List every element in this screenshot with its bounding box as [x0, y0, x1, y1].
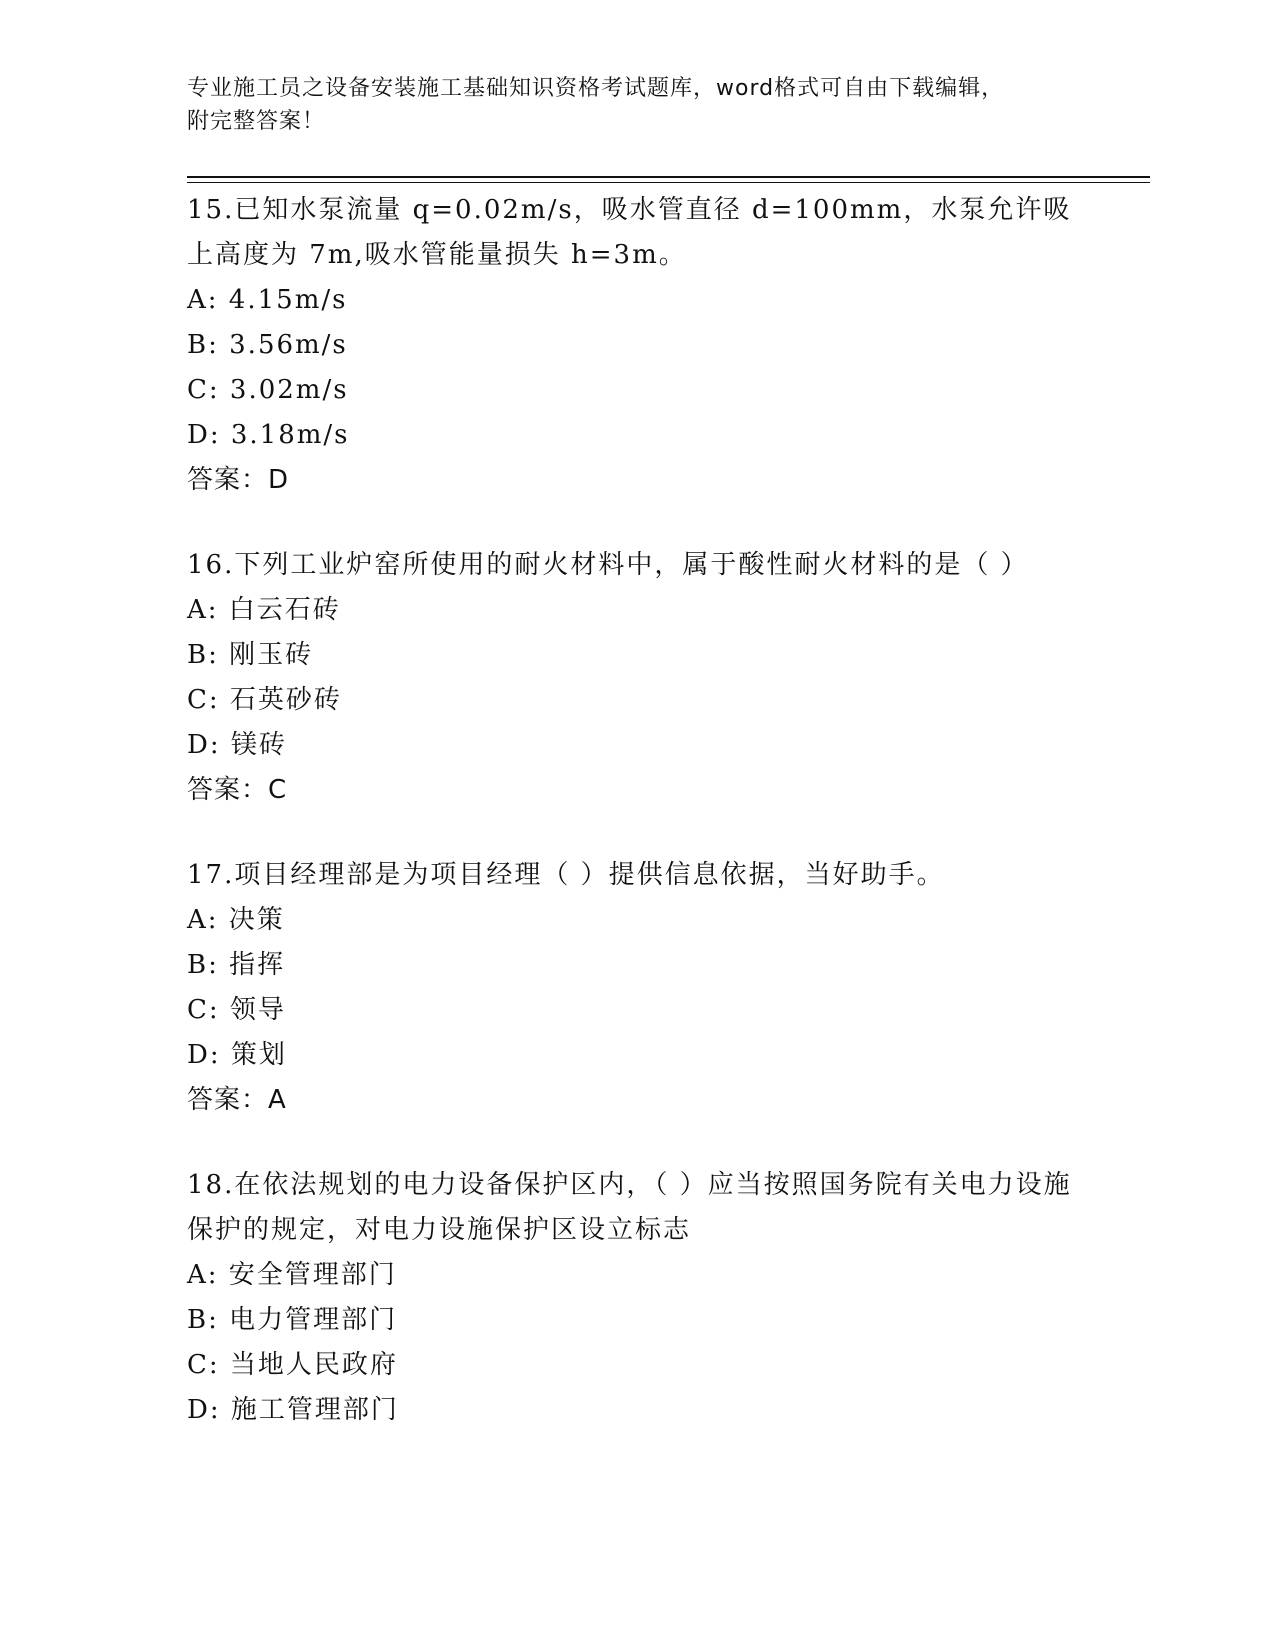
option-c: C: 当地人民政府	[187, 1350, 398, 1380]
option-a: A: 决策	[187, 905, 285, 935]
option-b: B: 指挥	[187, 950, 286, 980]
question-18	[187, 1163, 1087, 1433]
option-d: D: 施工管理部门	[187, 1395, 399, 1425]
option-c: C: 石英砂砖	[187, 685, 342, 715]
option-d: D: 镁砖	[187, 730, 287, 760]
answer: 答案：A	[187, 1085, 287, 1115]
option-c: C: 领导	[187, 995, 286, 1025]
answer: 答案：D	[187, 465, 290, 495]
option-b: B: 刚玉砖	[187, 640, 314, 670]
question-stem: 15.已知水泵流量 q=0.02m/s，吸水管直径 d=100mm，水泵允许吸上高度为 7m,吸水管能量损失 h=3m。	[187, 195, 1072, 270]
header-line-1: 专业施工员之设备安装施工基础知识资格考试题库，word格式可自由下载编辑，	[187, 76, 1005, 101]
question-15	[187, 188, 1087, 503]
question-list	[187, 188, 1087, 1473]
question-stem: 16.下列工业炉窑所使用的耐火材料中，属于酸性耐火材料的是（ ）	[187, 550, 1029, 580]
question-17	[187, 853, 1087, 1123]
question-stem: 17.项目经理部是为项目经理（ ）提供信息依据，当好助手。	[187, 860, 945, 890]
option-c: C: 3.02m/s	[187, 375, 349, 405]
question-stem: 18.在依法规划的电力设备保护区内，（ ）应当按照国务院有关电力设施保护的规定，对电力设施保护区设立标志	[187, 1170, 1072, 1245]
answer: 答案：C	[187, 775, 288, 805]
header-line-2: 附完整答案！	[187, 109, 326, 134]
header-rule-thin	[187, 182, 1150, 183]
option-b: B: 电力管理部门	[187, 1305, 398, 1335]
question-16	[187, 543, 1087, 813]
option-a: A: 4.15m/s	[187, 285, 348, 315]
option-d: D: 3.18m/s	[187, 420, 350, 450]
option-b: B: 3.56m/s	[187, 330, 348, 360]
option-d: D: 策划	[187, 1040, 287, 1070]
option-a: A: 白云石砖	[187, 595, 341, 625]
option-a: A: 安全管理部门	[187, 1260, 397, 1290]
header-rule-thick	[187, 176, 1150, 178]
document-header	[187, 72, 1087, 138]
